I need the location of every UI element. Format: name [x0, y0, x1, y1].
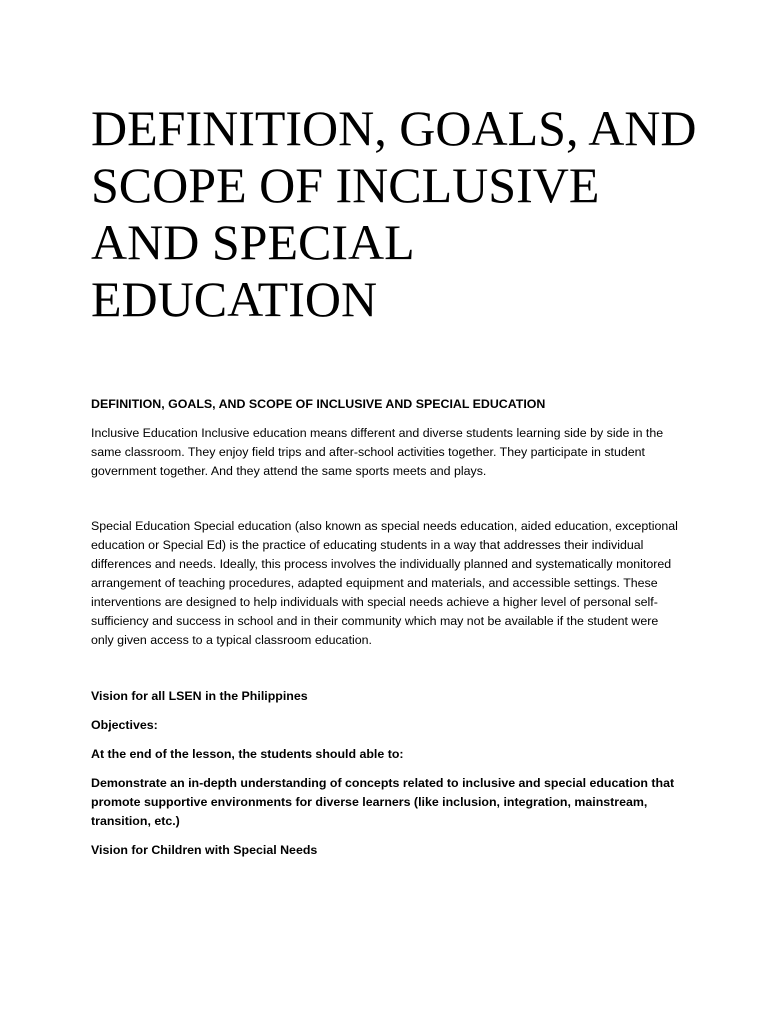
paragraph-inclusive-education: Inclusive Education Inclusive education means different and diverse students learning side by side in the same classroom. They enjoy field trips and after-school activities together. They participate in student government together. And they attend the same sports meets and plays.	[91, 426, 664, 478]
paragraph-end-of-lesson: At the end of the lesson, the students should able to:	[91, 747, 404, 761]
paragraph-demonstrate: Demonstrate an in-depth understanding of concepts related to inclusive and special education that promote supportive environments for diverse learners (like inclusion, integration, mainstream, transition, etc.)	[91, 776, 675, 828]
section-heading: DEFINITION, GOALS, AND SCOPE OF INCLUSIVE AND SPECIAL EDUCATION	[91, 397, 546, 411]
heading-vision-children: Vision for Children with Special Needs	[91, 843, 318, 857]
document-body	[91, 395, 681, 860]
paragraph-special-education: Special Education Special education (also known as special needs education, aided education, exceptional education or Special Ed) is the practice of educating students in a way that addresses their individual differences and needs. Ideally, this process involves the individually planned and systematically monitored arrangement of teaching procedures, adapted equipment and materials, and accessible settings. These interventions are designed to help individuals with special needs achieve a higher level of personal self-sufficiency and success in school and in their community which may not be available if the student were only given access to a typical classroom education.	[91, 519, 678, 647]
page-title: DEFINITION, GOALS, AND SCOPE OF INCLUSIVE AND SPECIAL EDUCATION	[91, 100, 697, 327]
heading-objectives: Objectives:	[91, 718, 158, 732]
heading-vision-lsen: Vision for all LSEN in the Philippines	[91, 689, 308, 703]
